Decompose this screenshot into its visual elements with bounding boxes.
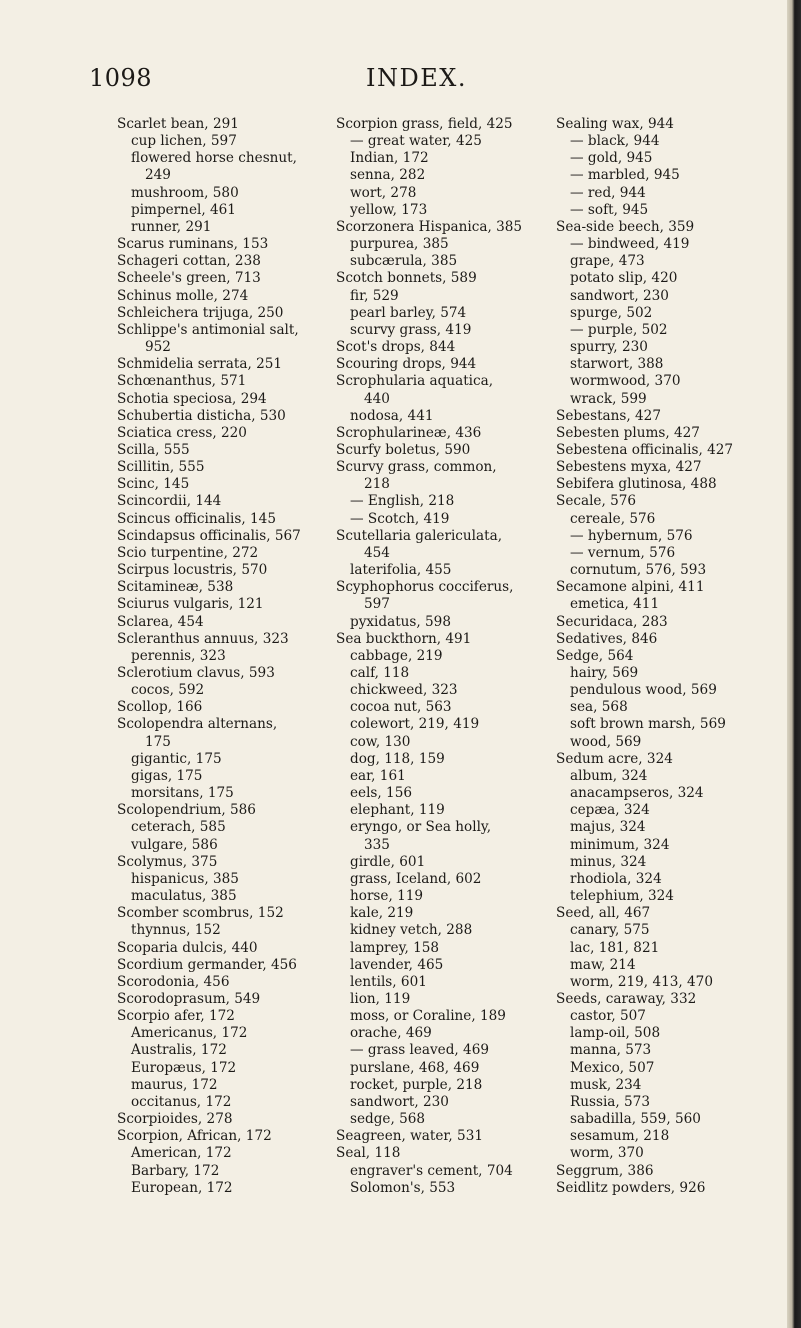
index-entry: Scinc, 145	[117, 476, 190, 493]
index-entry: 175	[145, 733, 171, 750]
index-entry: lion, 119	[350, 990, 411, 1007]
index-entry: Scot's drops, 844	[336, 339, 456, 356]
index-entry: dog, 118, 159	[350, 750, 445, 767]
index-entry: Americanus, 172	[131, 1025, 248, 1042]
index-entry: chickweed, 323	[350, 682, 458, 699]
index-entry: Scouring drops, 944	[336, 356, 477, 373]
index-entry: anacampseros, 324	[570, 785, 704, 802]
index-entry: cocos, 592	[131, 682, 205, 699]
index-entry: runner, 291	[131, 218, 212, 235]
index-entry: horse, 119	[350, 888, 424, 905]
index-entry: Scolymus, 375	[117, 853, 218, 870]
index-entry: Sciurus vulgaris, 121	[117, 596, 264, 613]
index-entry: canary, 575	[570, 922, 650, 939]
index-entry: — Scotch, 419	[350, 510, 450, 527]
index-entry: pimpernel, 461	[131, 201, 236, 218]
page-number: 1098	[89, 64, 153, 92]
index-entry: cornutum, 576, 593	[570, 562, 707, 579]
index-entry: Schmidelia serrata, 251	[117, 356, 283, 373]
index-entry: Scilla, 555	[117, 441, 190, 458]
index-entry: colewort, 219, 419	[350, 716, 480, 733]
index-entry: lac, 181, 821	[570, 939, 660, 956]
index-entry: Seal, 118	[336, 1145, 401, 1162]
index-entry: vulgare, 586	[131, 836, 218, 853]
index-entry: thynnus, 152	[131, 922, 221, 939]
index-entry: — purple, 502	[570, 321, 668, 338]
index-entry: potato slip, 420	[570, 270, 678, 287]
index-entry: maw, 214	[570, 956, 636, 973]
index-entry: spurry, 230	[570, 339, 648, 356]
index-entry: hispanicus, 385	[131, 870, 239, 887]
index-entry: cocoa nut, 563	[350, 699, 452, 716]
index-entry: moss, or Coraline, 189	[350, 1008, 506, 1025]
index-entry: emetica, 411	[570, 596, 660, 613]
index-entry: Scorodonia, 456	[117, 973, 230, 990]
index-entry: Sebestena officinalis, 427	[556, 441, 734, 458]
index-entry: Scolopendra alternans,	[117, 716, 278, 733]
index-entry: laterifolia, 455	[350, 562, 452, 579]
index-entry: nodosa, 441	[350, 407, 434, 424]
index-entry: purslane, 468, 469	[350, 1059, 480, 1076]
index-entry: Scurvy grass, common,	[336, 459, 497, 476]
index-entry: Scollop, 166	[117, 699, 203, 716]
index-entry: Schœnanthus, 571	[117, 373, 247, 390]
index-entry: Sea-side beech, 359	[556, 218, 695, 235]
index-entry: wood, 569	[570, 733, 642, 750]
index-entry: yellow, 173	[350, 201, 428, 218]
index-entry: maculatus, 385	[131, 888, 237, 905]
index-entry: pearl barley, 574	[350, 304, 467, 321]
index-entry: Sedatives, 846	[556, 630, 658, 647]
index-entry: sea, 568	[570, 699, 628, 716]
index-entry: Scorpio afer, 172	[117, 1008, 235, 1025]
index-entry: Scarus ruminans, 153	[117, 236, 269, 253]
index-entry: minimum, 324	[570, 836, 670, 853]
index-entry: Scorpioides, 278	[117, 1111, 233, 1128]
index-entry: Scutellaria galericulata,	[336, 527, 503, 544]
index-entry: lentils, 601	[350, 973, 427, 990]
index-entry: — English, 218	[350, 493, 455, 510]
index-entry: lamprey, 158	[350, 939, 440, 956]
index-entry: — black, 944	[570, 133, 660, 150]
index-entry: Schleichera trijuga, 250	[117, 304, 284, 321]
index-entry: Scincus officinalis, 145	[117, 510, 276, 527]
page-binding-edge	[787, 0, 801, 1328]
index-entry: sandwort, 230	[350, 1093, 449, 1110]
index-entry: kidney vetch, 288	[350, 922, 473, 939]
index-entry: Seidlitz powders, 926	[556, 1179, 706, 1196]
index-entry: ceterach, 585	[131, 819, 226, 836]
index-entry: 597	[364, 596, 390, 613]
index-entry: sesamum, 218	[570, 1128, 670, 1145]
index-entry: Scirpus locustris, 570	[117, 562, 268, 579]
index-entry: grass, Iceland, 602	[350, 870, 482, 887]
index-entry: 218	[364, 476, 390, 493]
index-entry: calf, 118	[350, 665, 410, 681]
index-entry: Scarlet bean, 291	[117, 116, 239, 132]
index-entry: 335	[364, 836, 390, 853]
index-entry: minus, 324	[570, 853, 647, 870]
index-entry: manna, 573	[570, 1042, 652, 1059]
index-column-1	[117, 116, 332, 1197]
index-entry: Secamone alpini, 411	[556, 579, 705, 596]
index-entry: American, 172	[131, 1145, 232, 1162]
index-entry: European, 172	[131, 1179, 233, 1196]
index-entry: musk, 234	[570, 1076, 642, 1093]
index-entry: Scindapsus officinalis, 567	[117, 527, 301, 544]
index-entry: — bindweed, 419	[570, 236, 690, 253]
index-entry: mushroom, 580	[131, 184, 239, 201]
index-entry: Schinus molle, 274	[117, 287, 249, 304]
index-entry: majus, 324	[570, 819, 646, 836]
index-entry: lavender, 465	[350, 956, 444, 973]
index-entry: Sea buckthorn, 491	[336, 630, 472, 647]
index-entry: lamp-oil, 508	[570, 1025, 661, 1042]
index-entry: Australis, 172	[131, 1042, 227, 1059]
index-entry: — hybernum, 576	[570, 527, 693, 544]
index-entry: cow, 130	[350, 733, 411, 750]
index-entry: occitanus, 172	[131, 1093, 232, 1110]
index-entry: purpurea, 385	[350, 236, 449, 253]
index-entry: Scyphophorus cocciferus,	[336, 579, 514, 596]
index-entry: Scleranthus annuus, 323	[117, 630, 289, 647]
index-entry: Europæus, 172	[131, 1059, 237, 1076]
index-entry: Scotch bonnets, 589	[336, 270, 477, 287]
index-entry: worm, 219, 413, 470	[570, 973, 713, 990]
index-entry: — gold, 945	[570, 150, 653, 167]
index-entry: Russia, 573	[570, 1093, 650, 1110]
index-entry: morsitans, 175	[131, 785, 234, 802]
index-entry: Solomon's, 553	[350, 1179, 456, 1196]
index-entry: Sclerotium clavus, 593	[117, 665, 275, 681]
index-entry: Scolopendrium, 586	[117, 802, 256, 819]
index-entry: worm, 370	[570, 1145, 644, 1162]
index-entry: Securidaca, 283	[556, 613, 668, 630]
index-entry: pyxidatus, 598	[350, 613, 451, 630]
index-entry: castor, 507	[570, 1008, 646, 1025]
index-entry: eryngo, or Sea holly,	[350, 819, 492, 836]
index-entry: senna, 282	[350, 167, 426, 184]
index-entry: Sebestens myxa, 427	[556, 459, 702, 476]
index-entry: Secale, 576	[556, 493, 637, 510]
index-entry: Schotia speciosa, 294	[117, 390, 267, 407]
index-entry: rhodiola, 324	[570, 870, 662, 887]
index-entry: Sedum acre, 324	[556, 750, 673, 767]
index-entry: flowered horse chesnut,	[131, 150, 297, 167]
index-entry: soft brown marsh, 569	[570, 716, 726, 733]
index-entry: cup lichen, 597	[131, 133, 237, 150]
index-entry: spurge, 502	[570, 304, 653, 321]
index-entry: Schlippe's antimonial salt,	[117, 321, 299, 338]
index-entry: — red, 944	[570, 184, 646, 201]
index-entry: 952	[145, 339, 171, 356]
index-entry: Mexico, 507	[570, 1059, 655, 1076]
index-entry: hairy, 569	[570, 665, 639, 681]
index-entry: — grass leaved, 469	[350, 1042, 490, 1059]
page-title: INDEX.	[366, 64, 467, 92]
index-column-2	[336, 116, 546, 1197]
index-entry: starwort, 388	[570, 356, 664, 373]
index-entry: 454	[364, 544, 390, 561]
index-entry: Seagreen, water, 531	[336, 1128, 483, 1145]
index-entry: Sciatica cress, 220	[117, 424, 247, 441]
index-entry: orache, 469	[350, 1025, 432, 1042]
index-entry: gigantic, 175	[131, 750, 222, 767]
index-entry: telephium, 324	[570, 888, 674, 905]
index-entry: Barbary, 172	[131, 1162, 220, 1179]
index-entry: elephant, 119	[350, 802, 445, 819]
index-entry: girdle, 601	[350, 853, 426, 870]
index-entry: Schageri cottan, 238	[117, 253, 261, 270]
index-entry: sandwort, 230	[570, 287, 669, 304]
index-entry: grape, 473	[570, 253, 645, 270]
index-entry: 249	[145, 167, 171, 184]
index-entry: Scincordii, 144	[117, 493, 222, 510]
index-entry: sedge, 568	[350, 1111, 426, 1128]
index-entry: Scrophularia aquatica,	[336, 373, 494, 390]
index-entry: ear, 161	[350, 767, 406, 784]
index-entry: cereale, 576	[570, 510, 656, 527]
index-entry: Sealing wax, 944	[556, 116, 674, 132]
index-entry: Scurfy boletus, 590	[336, 441, 471, 458]
index-entry: Sedge, 564	[556, 647, 634, 664]
index-entry: engraver's cement, 704	[350, 1162, 513, 1179]
index-entry: Sclarea, 454	[117, 613, 204, 630]
index-entry: Scoparia dulcis, 440	[117, 939, 258, 956]
index-entry: Seed, all, 467	[556, 905, 651, 922]
index-entry: Scheele's green, 713	[117, 270, 261, 287]
index-entry: Sebestans, 427	[556, 407, 661, 424]
index-entry: eels, 156	[350, 785, 413, 802]
index-entry: wort, 278	[350, 184, 417, 201]
index-entry: Scitamineæ, 538	[117, 579, 234, 596]
index-entry: 440	[364, 390, 390, 407]
index-entry: Sebifera glutinosa, 488	[556, 476, 717, 493]
index-entry: maurus, 172	[131, 1076, 218, 1093]
index-entry: sabadilla, 559, 560	[570, 1111, 701, 1128]
index-entry: Scorodoprasum, 549	[117, 990, 261, 1007]
index-entry: subcærula, 385	[350, 253, 458, 270]
index-entry: Seggrum, 386	[556, 1162, 654, 1179]
index-entry: Scorpion grass, field, 425	[336, 116, 513, 132]
index-entry: Seeds, caraway, 332	[556, 990, 697, 1007]
index-entry: perennis, 323	[131, 647, 226, 664]
index-entry: Sebesten plums, 427	[556, 424, 700, 441]
index-entry: wrack, 599	[570, 390, 647, 407]
index-entry: Scordium germander, 456	[117, 956, 297, 973]
index-entry: Schubertia disticha, 530	[117, 407, 286, 424]
index-entry: album, 324	[570, 767, 648, 784]
index-entry: gigas, 175	[131, 767, 203, 784]
index-entry: — great water, 425	[350, 133, 482, 150]
index-entry: — vernum, 576	[570, 544, 676, 561]
index-entry: Scio turpentine, 272	[117, 544, 259, 561]
index-entry: pendulous wood, 569	[570, 682, 717, 699]
index-entry: Indian, 172	[350, 150, 429, 167]
index-entry: rocket, purple, 218	[350, 1076, 483, 1093]
index-entry: Scrophularineæ, 436	[336, 424, 482, 441]
index-entry: Scillitin, 555	[117, 459, 205, 476]
index-entry: Scorpion, African, 172	[117, 1128, 272, 1145]
index-entry: — marbled, 945	[570, 167, 680, 184]
index-entry: wormwood, 370	[570, 373, 681, 390]
index-column-3	[556, 116, 774, 1197]
index-entry: cabbage, 219	[350, 647, 443, 664]
index-entry: Scorzonera Hispanica, 385	[336, 218, 523, 235]
page-header	[0, 64, 790, 104]
index-entry: — soft, 945	[570, 201, 649, 218]
index-entry: kale, 219	[350, 905, 414, 922]
index-entry: Scomber scombrus, 152	[117, 905, 284, 922]
index-entry: fir, 529	[350, 287, 399, 304]
index-entry: cepæa, 324	[570, 802, 650, 819]
index-entry: scurvy grass, 419	[350, 321, 472, 338]
